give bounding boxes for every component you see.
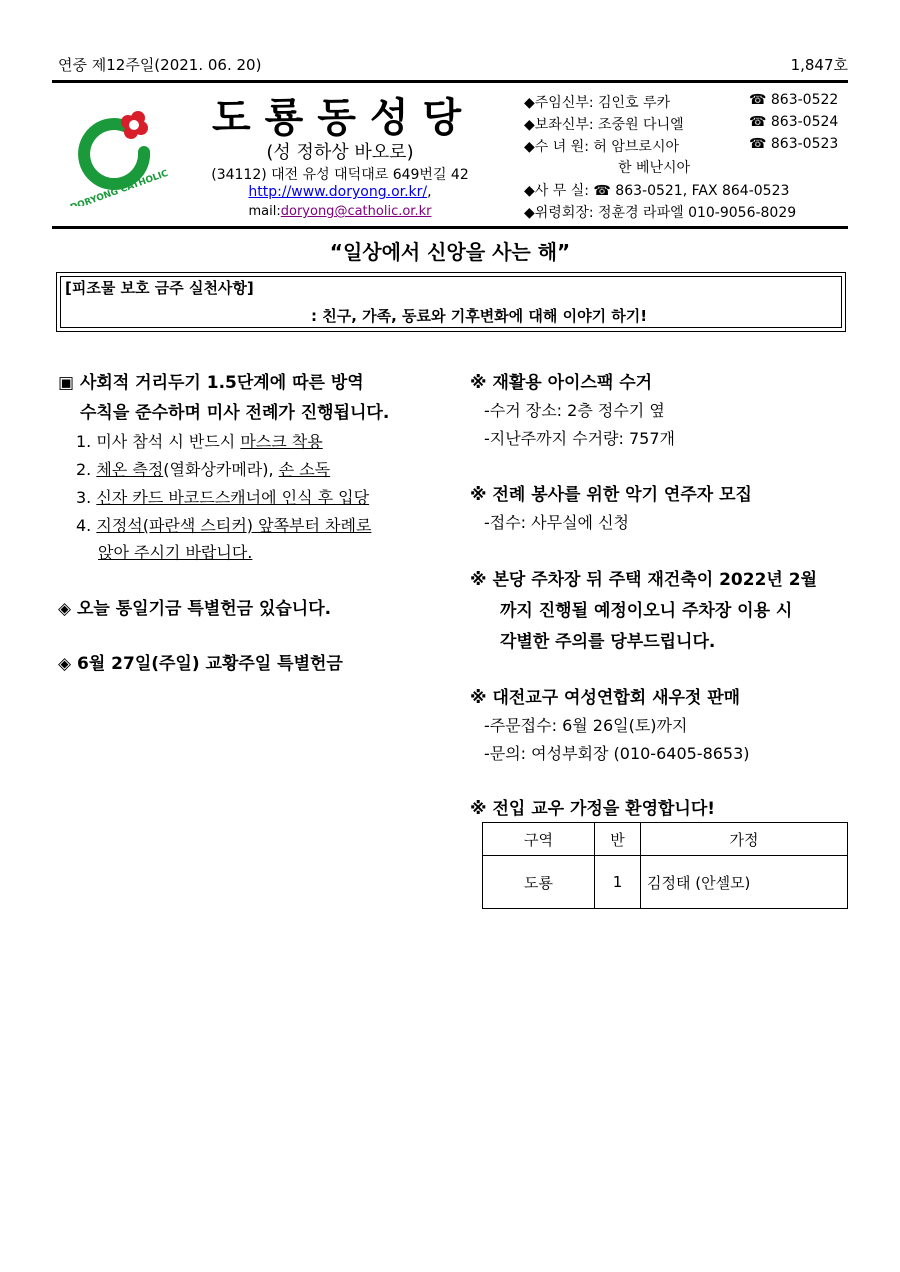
col-header-district: 구역 (483, 823, 595, 856)
shrimp-line-2: -문의: 여성부회장 (010-6405-8653) (484, 744, 750, 763)
shrimp-heading: ※ 대전교구 여성연합회 새우젓 판매 (470, 688, 741, 708)
website-suffix: , (427, 184, 432, 200)
table-row (483, 856, 848, 909)
item-underlined: 지정석(파란색 스티커) 앞쪽부터 차례로 (96, 516, 372, 535)
distancing-item-4-cont (98, 540, 252, 563)
item-underlined: 체온 측정 (96, 460, 164, 479)
contact-convent (524, 136, 839, 156)
welcome-heading: ※ 전입 교우 가정을 환영합니다! (470, 799, 716, 819)
contact-label: ◆주임신부: 김인호 루카 (524, 95, 671, 111)
distancing-heading-1: ▣ 사회적 거리두기 1.5단계에 따른 방역 (58, 373, 364, 393)
address: (34112) 대전 유성 대덕대로 649번길 42 (211, 167, 469, 183)
item-underlined: 앉아 주시기 바랍니다. (98, 543, 253, 562)
item-text: 2. (76, 460, 97, 479)
email-line (190, 204, 490, 219)
header-top-rule (52, 80, 848, 83)
item-text: 1. 미사 참석 시 반드시 (76, 432, 241, 451)
parking-line-2: 까지 진행될 예정이오니 주차장 이용 시 (500, 601, 793, 621)
distancing-item-2 (76, 457, 330, 480)
contact-label: ◆위령회장: 정훈경 라파엘 010-9056-8029 (524, 205, 797, 221)
yearly-motto: “일상에서 신앙을 사는 해” (329, 240, 571, 264)
item-underlined: 손 소독 (278, 460, 331, 479)
pope-sunday-notice: ◈ 6월 27일(주일) 교황주일 특별헌금 (58, 654, 343, 674)
unification-fund-notice: ◈ 오늘 통일기금 특별헌금 있습니다. (58, 599, 332, 619)
parking-line-1: ※ 본당 주차장 뒤 주택 재건축이 2022년 2월 (470, 570, 818, 590)
parking-line-3: 각별한 주의를 당부드립니다. (500, 632, 716, 652)
icepack-line-2: -지난주까지 수거량: 757개 (484, 429, 675, 448)
icepack-line-1: -수거 장소: 2층 정수기 옆 (484, 401, 665, 420)
creation-care-box (56, 272, 846, 332)
creation-care-text: : 친구, 가족, 동료와 기후변화에 대해 이야기 하기! (311, 307, 648, 325)
contact-phone: ☎ 863-0522 (749, 92, 839, 108)
cell-ban: 1 (595, 856, 641, 909)
contact-phone: ☎ 863-0523 (749, 136, 839, 152)
contact-label: ◆사 무 실: ☎ 863-0521, FAX 864-0523 (524, 183, 790, 199)
distancing-item-4 (76, 513, 371, 536)
item-underlined: 마스크 착용 (240, 432, 323, 451)
contact-convent-2 (618, 157, 690, 177)
contact-label: ◆보좌신부: 조중원 다니엘 (524, 117, 684, 133)
email-label: mail: (248, 204, 281, 219)
issue-date: 연중 제12주일(2021. 06. 20) (58, 56, 262, 74)
shrimp-line-1: -주문접수: 6월 26일(토)까지 (484, 716, 688, 735)
item-underlined: 신자 카드 바코드스캐너에 인식 후 입당 (96, 488, 370, 507)
table-header-row (483, 823, 848, 856)
header-bottom-rule (52, 226, 848, 229)
col-header-family: 가정 (641, 823, 848, 856)
welcome-table (482, 822, 848, 909)
contact-assistant (524, 114, 839, 134)
musician-heading: ※ 전례 봉사를 위한 악기 연주자 모집 (470, 485, 752, 505)
musician-line-1: -접수: 사무실에 신청 (484, 513, 629, 532)
church-name: 도룡동성당 (212, 95, 476, 141)
patron: (성 정하상 바오로) (266, 142, 414, 163)
distancing-item-1 (76, 429, 323, 452)
logo-text: DORYONG CATHOLIC (69, 168, 170, 206)
creation-care-title: [피조물 보호 금주 실천사항] (65, 279, 254, 297)
website-line (190, 184, 490, 200)
contact-pastor (524, 92, 839, 112)
website-link[interactable]: http://www.doryong.or.kr/ (248, 184, 428, 200)
icepack-heading: ※ 재활용 아이스팩 수거 (470, 373, 653, 393)
distancing-heading-2: 수칙을 준수하며 미사 전례가 진행됩니다. (80, 403, 390, 423)
col-header-ban: 반 (595, 823, 641, 856)
item-text: 4. (76, 516, 97, 535)
issue-number: 1,847호 (790, 56, 848, 74)
cell-district: 도룡 (483, 856, 595, 909)
contact-label: ◆수 녀 원: 허 암브로시아 (524, 139, 679, 155)
item-text: (열화상카메라), (163, 460, 279, 479)
contact-phone: ☎ 863-0524 (749, 114, 839, 130)
item-text: 3. (76, 488, 97, 507)
cell-family: 김정태 (안셀모) (641, 856, 848, 909)
email-link[interactable]: doryong@catholic.or.kr (280, 204, 432, 219)
church-logo (58, 104, 170, 206)
contact-funeral (524, 202, 796, 222)
logo-flower-icon (121, 111, 148, 139)
contact-office (524, 180, 789, 200)
distancing-item-3 (76, 485, 369, 508)
contact-label: 한 베난시아 (618, 160, 691, 176)
